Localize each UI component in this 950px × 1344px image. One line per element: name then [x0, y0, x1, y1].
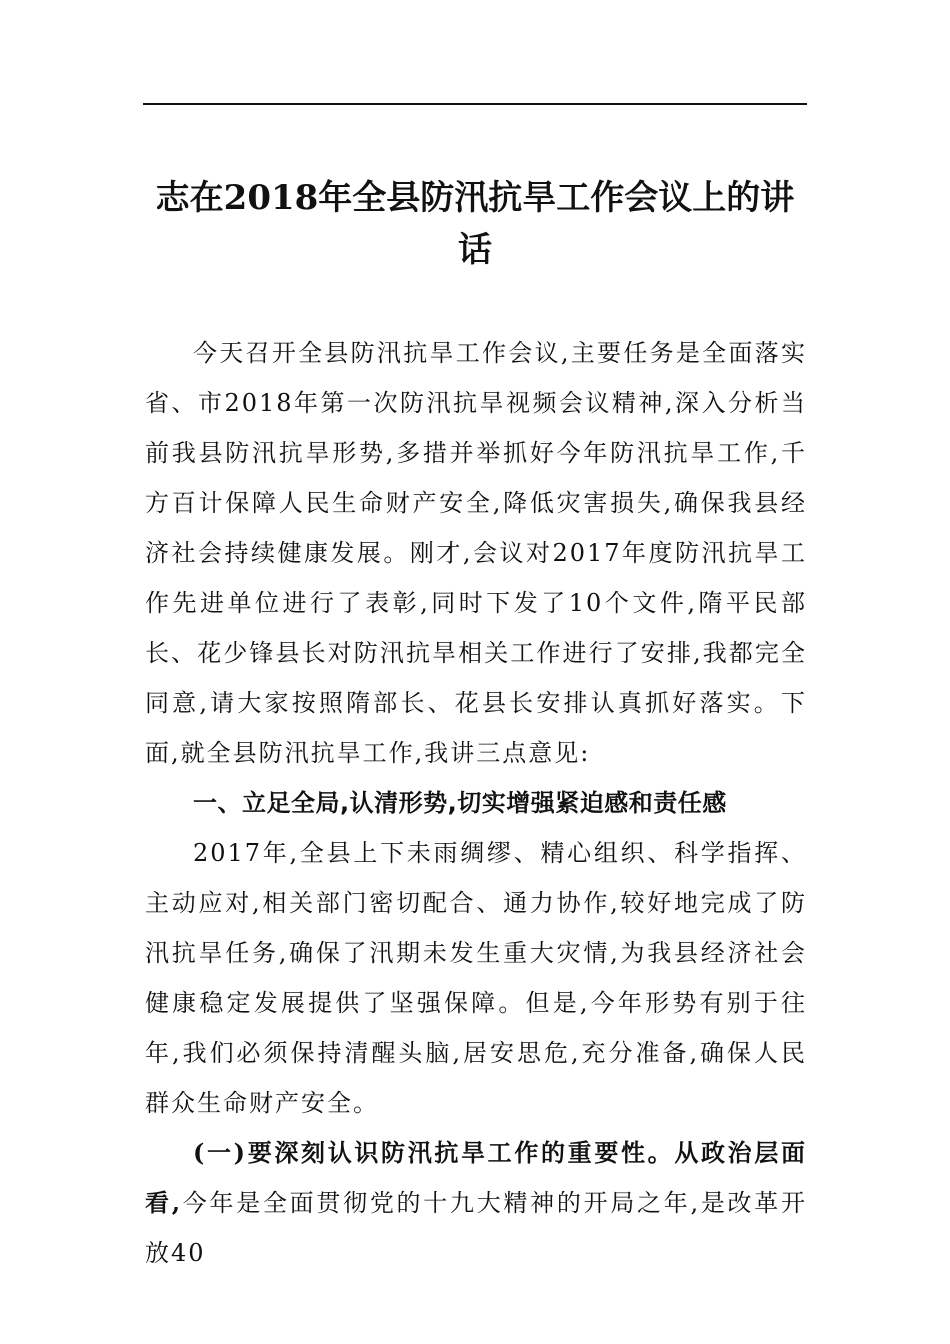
- paragraph-importance: [145, 1128, 807, 1278]
- document-title: 志在2018年全县防汛抗旱工作会议上的讲话: [155, 178, 795, 270]
- subsection-lead: (一)要深刻认识防汛抗旱工作的重要性。从政治层面看,: [145, 1138, 807, 1217]
- document-body: [145, 328, 807, 1278]
- subsection-text: 今年是全面贯彻党的十九大精神的开局之年,是改革开放40: [145, 1189, 807, 1267]
- paragraph-intro: 今天召开全县防汛抗旱工作会议,主要任务是全面落实省、市2018年第一次防汛抗旱视频会议精神,深入分析当前我县防汛抗旱形势,多措并举抓好今年防汛抗旱工作,千方百计保障人民生命财产安全,降低灾害损失,确保我县经济社会持续健康发展。刚才,会议对2017年度防汛抗旱工作先进单位进行了表彰,同时下发了10个文件,隋平民部长、花少锋县长对防汛抗旱相关工作进行了安排,我都完全同意,请大家按照隋部长、花县长安排认真抓好落实。下面,就全县防汛抗旱工作,我讲三点意见:: [145, 339, 807, 767]
- header-rule: [143, 103, 807, 105]
- paragraph-2017-review: 2017年,全县上下未雨绸缪、精心组织、科学指挥、主动应对,相关部门密切配合、通力协作,较好地完成了防汛抗旱任务,确保了汛期未发生重大灾情,为我县经济社会健康稳定发展提供了坚强保障。但是,今年形势有别于往年,我们必须保持清醒头脑,居安思危,充分准备,确保人民群众生命财产安全。: [145, 839, 807, 1117]
- section-heading: 一、立足全局,认清形势,切实增强紧迫感和责任感: [193, 789, 727, 817]
